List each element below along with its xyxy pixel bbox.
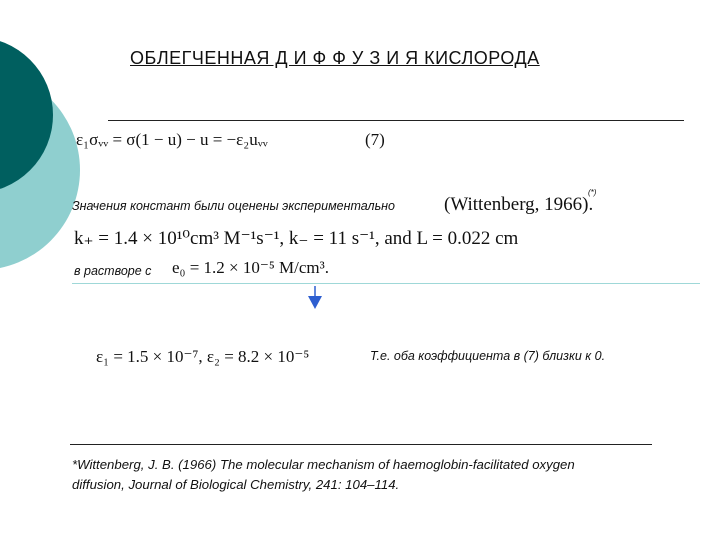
constants-values: k₊ = 1.4 × 10¹⁰cm³ M⁻¹s⁻¹, k₋ = 11 s⁻¹, and L = 0.022 cm (74, 228, 519, 249)
solution-concentration: e₀ = 1.2 × 10⁻⁵ M/cm³. (172, 258, 330, 277)
page-title: ОБЛЕГЧЕННАЯ Д И Ф Ф У З И Я КИСЛОРОДА (130, 48, 540, 68)
footnote-mark: (*) (588, 188, 597, 197)
down-arrow-icon (305, 286, 325, 310)
top-divider (108, 120, 684, 121)
section-divider (72, 283, 700, 284)
citation: (Wittenberg, 1966). (444, 194, 594, 215)
solution-label: в растворе с (74, 264, 152, 278)
equation-number: (7) (365, 130, 385, 149)
reference (72, 455, 672, 495)
equation-7: ε₁σᵥᵥ = σ(1 − u) − u = −ε₂uᵥᵥ (76, 130, 268, 149)
reference-line-2: diffusion, Journal of Biological Chemistry, 241: 104–114. (72, 477, 400, 492)
decorative-circles (0, 0, 140, 300)
footnote-divider (70, 444, 652, 445)
result-comment: Т.е. оба коэффициента в (7) близки к 0. (370, 349, 606, 363)
constants-note: Значения констант были оценены экспериментально (72, 199, 396, 213)
result-coefficients: ε₁ = 1.5 × 10⁻⁷, ε₂ = 8.2 × 10⁻⁵ (96, 347, 310, 366)
reference-line-1: *Wittenberg, J. B. (1966) The molecular mechanism of haemoglobin-facilitated oxygen (72, 457, 575, 472)
